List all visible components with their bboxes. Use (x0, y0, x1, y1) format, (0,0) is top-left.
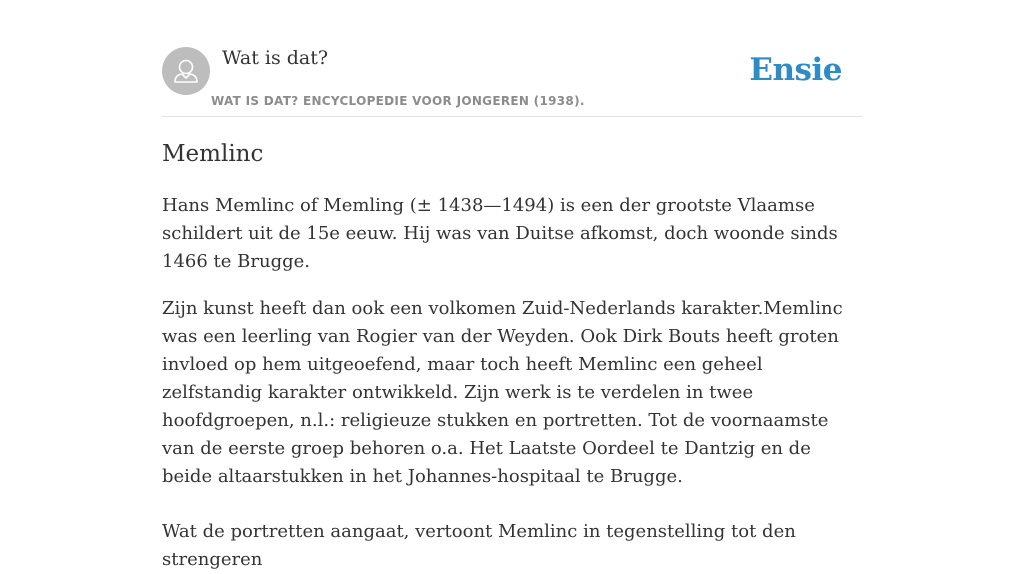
ensie-logo[interactable]: Ensie (749, 52, 842, 88)
article (162, 138, 862, 574)
source-avatar[interactable] (162, 47, 210, 95)
article-paragraph: Hans Memlinc of Memling (± 1438—1494) is een der grootste Vlaamse schildert uit de 15e eeuw. Hij was van Duitse afkomst, doch woonde sinds 1466 te Brugge. (162, 195, 838, 272)
user-icon (162, 47, 210, 95)
source-subtitle[interactable]: WAT IS DAT? ENCYCLOPEDIE VOOR JONGEREN (1938). (211, 94, 585, 108)
article-title: Memlinc (162, 141, 264, 167)
source-header (162, 46, 862, 117)
article-paragraph: Zijn kunst heeft dan ook een volkomen Zuid-Nederlands karakter.Memlinc was een leerling van Rogier van der Weyden. Ook Dirk Bouts heeft groten invloed op hem uitgeoefend, maar toch heeft Memlinc een geheel zelfstandig karakter ontwikkeld. Zijn werk is te verdelen in twee hoofdgroepen, n.l.: religieuze stukken en portretten. Tot de voornaamste van de eerste groep behoren o.a. Het Laatste Oordeel te Dantzig en de beide altaarstukken in het Johannes-hospitaal te Brugge. (162, 298, 843, 487)
article-paragraph: Wat de portretten aangaat, vertoont Memlinc in tegenstelling tot den strengeren (162, 521, 796, 570)
source-name[interactable]: Wat is dat? (222, 47, 329, 69)
